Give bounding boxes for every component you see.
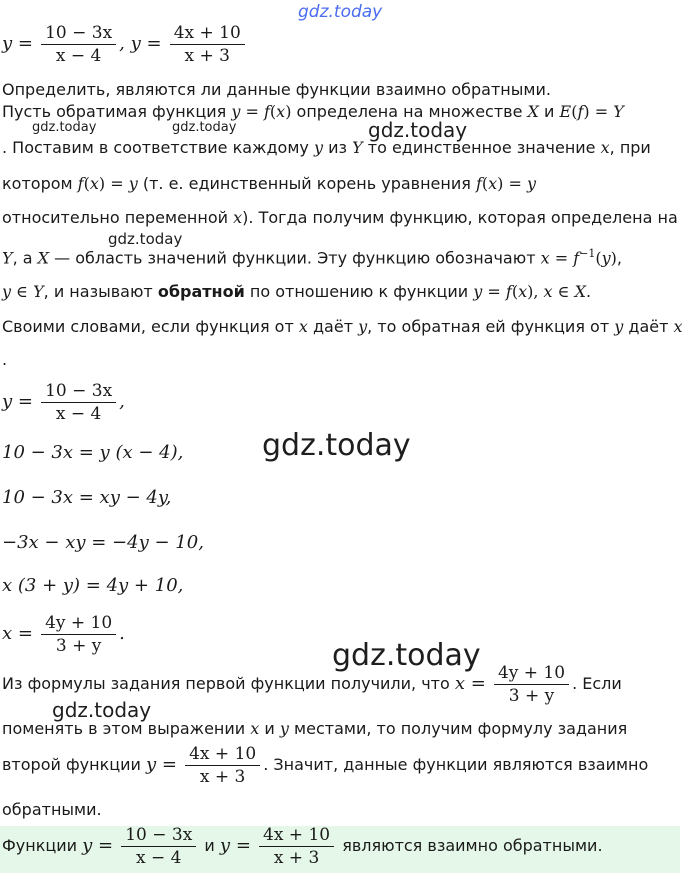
theory-line-2: . Поставим в соответствие каждому y из Y то единственное значение x, при (2, 138, 651, 157)
watermark-large-1: gdz.today (262, 428, 411, 463)
fraction-step-6: $\frac{4y + 10}{3 + y}$ (41, 612, 116, 657)
theory-line-5: Y, а X — область значений функции. Эту функцию обозначают $x = f^{-1}(y)$, (2, 247, 623, 268)
conclusion-line-4: обратными. (2, 800, 102, 819)
watermark-small-2: gdz.today (172, 120, 237, 135)
theory-line-4: относительно переменной x). Тогда получим функцию, которая определена на (2, 208, 678, 227)
task-formula: y = $\frac{10 - 3x}{x - 4}$ , y = $\frac{4x + 10}{x + 3}$ (2, 22, 248, 67)
solution-step-4: −3x − xy = −4y − 10, (2, 532, 204, 553)
solution-step-5: x (3 + y) = 4y + 10, (2, 575, 184, 596)
theory-period: . (2, 350, 8, 369)
fraction-y1: $\frac{10 - 3x}{x - 4}$ (41, 22, 116, 67)
answer-line: Функции y = $\frac{10 - 3x}{x - 4}$ и y = $\frac{4x + 10}{x + 3}$ являются взаимно обратными. (2, 825, 603, 868)
fraction-answer-1: $\frac{10 - 3x}{x - 4}$ (121, 824, 196, 869)
watermark-small-3: gdz.today (108, 230, 183, 248)
conclusion-line-1: Из формулы задания первой функции получили, что x = $\frac{4y + 10}{3 + y}$ . Если (2, 663, 622, 706)
conclusion-line-3: второй функции y = $\frac{4x + 10}{x + 3}$ . Значит, данные функции являются взаимно (2, 744, 649, 787)
theory-line-1: Пусть обратимая функция y = f(x) определена на множестве X и E(f) = Y (2, 102, 624, 121)
fraction-conclusion-1: $\frac{4y + 10}{3 + y}$ (494, 662, 569, 707)
conclusion-line-2: поменять в этом выражении x и y местами, то получим формулу задания (2, 719, 628, 738)
fraction-step-1: $\frac{10 - 3x}{x - 4}$ (41, 380, 116, 425)
theory-line-7: Своими словами, если функция от x даёт y, то обратная ей функция от y даёт x (2, 317, 683, 336)
theory-line-6: y ∈ Y, и называют обратной по отношению к функции y = f(x), x ∈ X. (2, 282, 592, 301)
theory-line-3: котором f(x) = y (т. е. единственный корень уравнения f(x) = y (2, 174, 537, 193)
solution-step-3: 10 − 3x = xy − 4y, (2, 487, 172, 508)
watermark-medium-2: gdz.today (52, 698, 152, 722)
fraction-conclusion-2: $\frac{4x + 10}{x + 3}$ (185, 743, 260, 788)
fraction-answer-2: $\frac{4x + 10}{x + 3}$ (259, 824, 334, 869)
solution-step-2: 10 − 3x = y (x − 4), (2, 442, 184, 463)
watermark-medium-1: gdz.today (368, 118, 468, 142)
watermark-small-1: gdz.today (32, 120, 97, 135)
solution-step-1: y = $\frac{10 - 3x}{x - 4}$ , (2, 381, 125, 424)
task-question: Определить, являются ли данные функции взаимно обратными. (2, 80, 551, 99)
fraction-y2: $\frac{4x + 10}{x + 3}$ (170, 22, 245, 67)
solution-step-6: x = $\frac{4y + 10}{3 + y}$ . (2, 613, 125, 656)
watermark-large-2: gdz.today (332, 638, 481, 673)
watermark-top: gdz.today (298, 2, 383, 22)
